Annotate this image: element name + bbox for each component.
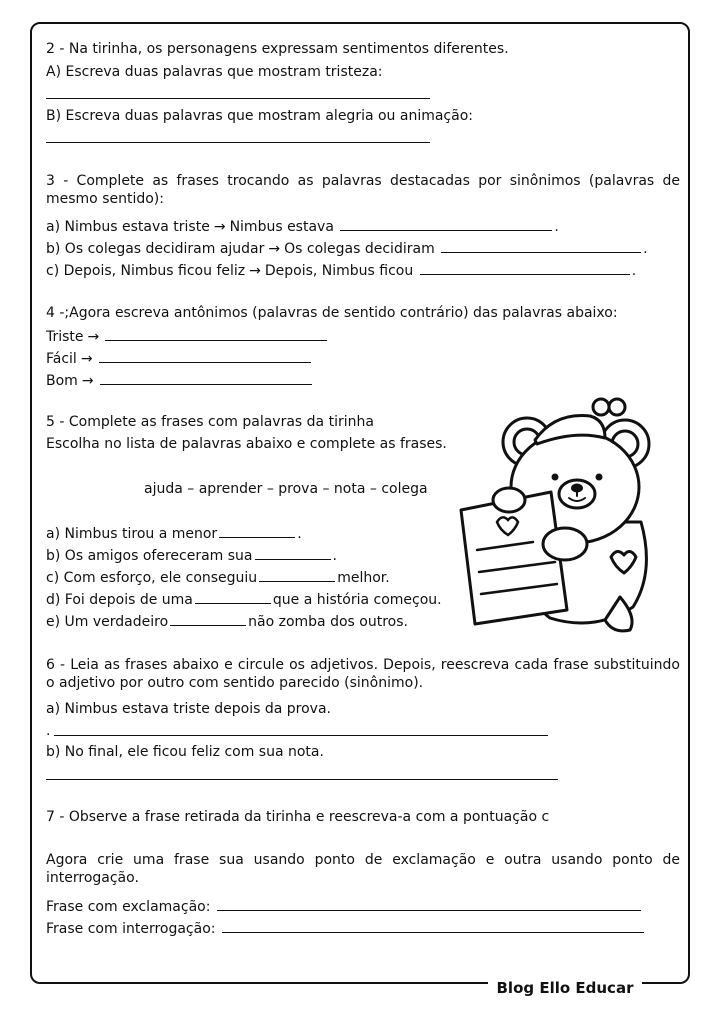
q7-exclamation-row (46, 896, 643, 916)
q4-word-bom: Bom → (46, 370, 314, 390)
q7-question-blank[interactable] (222, 918, 644, 933)
q6-b-answer-line[interactable] (46, 779, 558, 780)
q3-item-c-blank[interactable] (420, 260, 630, 275)
q4-facil-blank[interactable] (99, 348, 311, 363)
q5-item-e: e) Um verdadeiro não zomba dos outros. (46, 611, 408, 631)
q2-b-answer-line[interactable] (46, 142, 430, 143)
q5-item-d: d) Foi depois de uma que a história começou. (46, 589, 442, 609)
q6-b-sentence: b) No final, ele ficou feliz com sua nota. (46, 744, 324, 760)
q4-word-triste: Triste → (46, 326, 329, 346)
q3-item-b-blank[interactable] (441, 238, 641, 253)
q2-b-prompt: B) Escreva duas palavras que mostram alegria ou animação: (46, 108, 473, 124)
q3-item-a-original: a) Nimbus estava triste (46, 219, 210, 235)
q7-exclamation-blank[interactable] (217, 896, 641, 911)
q2-a-prompt: A) Escreva duas palavras que mostram tristeza: (46, 64, 383, 80)
q7-title: 7 - Observe a frase retirada da tirinha e reescreva-a com a pontuação c (46, 809, 550, 825)
q2-title: 2 - Na tirinha, os personagens expressam sentimentos diferentes. (46, 41, 509, 57)
q5-item-a: a) Nimbus tirou a menor . (46, 523, 302, 543)
q3-item-b-rewrite: Os colegas decidiram (284, 241, 435, 257)
q6-a-lead: . (46, 723, 51, 739)
arrow-icon: → (249, 263, 261, 279)
q2-a-answer-line[interactable] (46, 98, 430, 99)
q3-item-c: c) Depois, Nimbus ficou feliz → Depois, Nimbus ficou . (46, 260, 636, 280)
arrow-icon: → (213, 219, 226, 235)
footer-brand: Blog Ello Educar (488, 977, 642, 999)
q5-item-c: c) Com esforço, ele conseguiu melhor. (46, 567, 390, 587)
q3-item-b: b) Os colegas decidiram ajudar → Os colegas decidiram . (46, 238, 648, 258)
arrow-icon: → (268, 241, 281, 257)
q5-item-b-blank[interactable] (255, 545, 331, 560)
arrow-icon: → (81, 373, 94, 389)
q7-exclamation-label: Frase com exclamação: (46, 899, 211, 915)
q5-item-e-blank[interactable] (170, 611, 246, 626)
q6-a-sentence: a) Nimbus estava triste depois da prova. (46, 701, 331, 717)
q3-title: 3 - Complete as frases trocando as palavras destacadas por sinônimos (palavras de mesmo sentido): (46, 173, 680, 207)
arrow-icon: → (87, 329, 100, 345)
q3-item-a-rewrite: Nimbus estava (229, 219, 334, 235)
q5-subtitle: Escolha no lista de palavras abaixo e complete as frases. (46, 436, 447, 452)
q7-question-label: Frase com interrogação: (46, 921, 216, 937)
q5-word-bank: ajuda – aprender – prova – nota – colega (144, 481, 428, 497)
q6-title: 6 - Leia as frases abaixo e circule os adjetivos. Depois, reescreva cada frase substituindo o adjetivo por outro com sentido parecido (sinônimo). (46, 657, 680, 691)
q3-item-c-rewrite: Depois, Nimbus ficou (264, 263, 414, 279)
q7-question-row (46, 918, 646, 938)
q7-instruction: Agora crie uma frase sua usando ponto de exclamação e outra usando ponto de interrogação. (46, 852, 680, 886)
q6-a-answer-line[interactable] (54, 735, 548, 736)
q4-bom-blank[interactable] (100, 370, 312, 385)
q4-title: 4 -;Agora escreva antônimos (palavras de sentido contrário) das palavras abaixo: (46, 305, 618, 321)
q3-item-c-original: c) Depois, Nimbus ficou feliz (46, 263, 246, 279)
q3-item-b-original: b) Os colegas decidiram ajudar (46, 241, 265, 257)
q3-item-a-blank[interactable] (340, 216, 552, 231)
q5-item-a-blank[interactable] (219, 523, 295, 538)
q5-item-b: b) Os amigos ofereceram sua . (46, 545, 337, 565)
q4-triste-blank[interactable] (105, 326, 327, 341)
q5-item-c-blank[interactable] (259, 567, 335, 582)
q5-item-d-blank[interactable] (195, 589, 271, 604)
q3-item-a: a) Nimbus estava triste → Nimbus estava . (46, 216, 559, 236)
arrow-icon: → (80, 351, 93, 367)
q5-title: 5 - Complete as frases com palavras da tirinha (46, 414, 374, 430)
teddy-bear-illustration (455, 392, 655, 642)
q4-word-facil: Fácil → (46, 348, 313, 368)
